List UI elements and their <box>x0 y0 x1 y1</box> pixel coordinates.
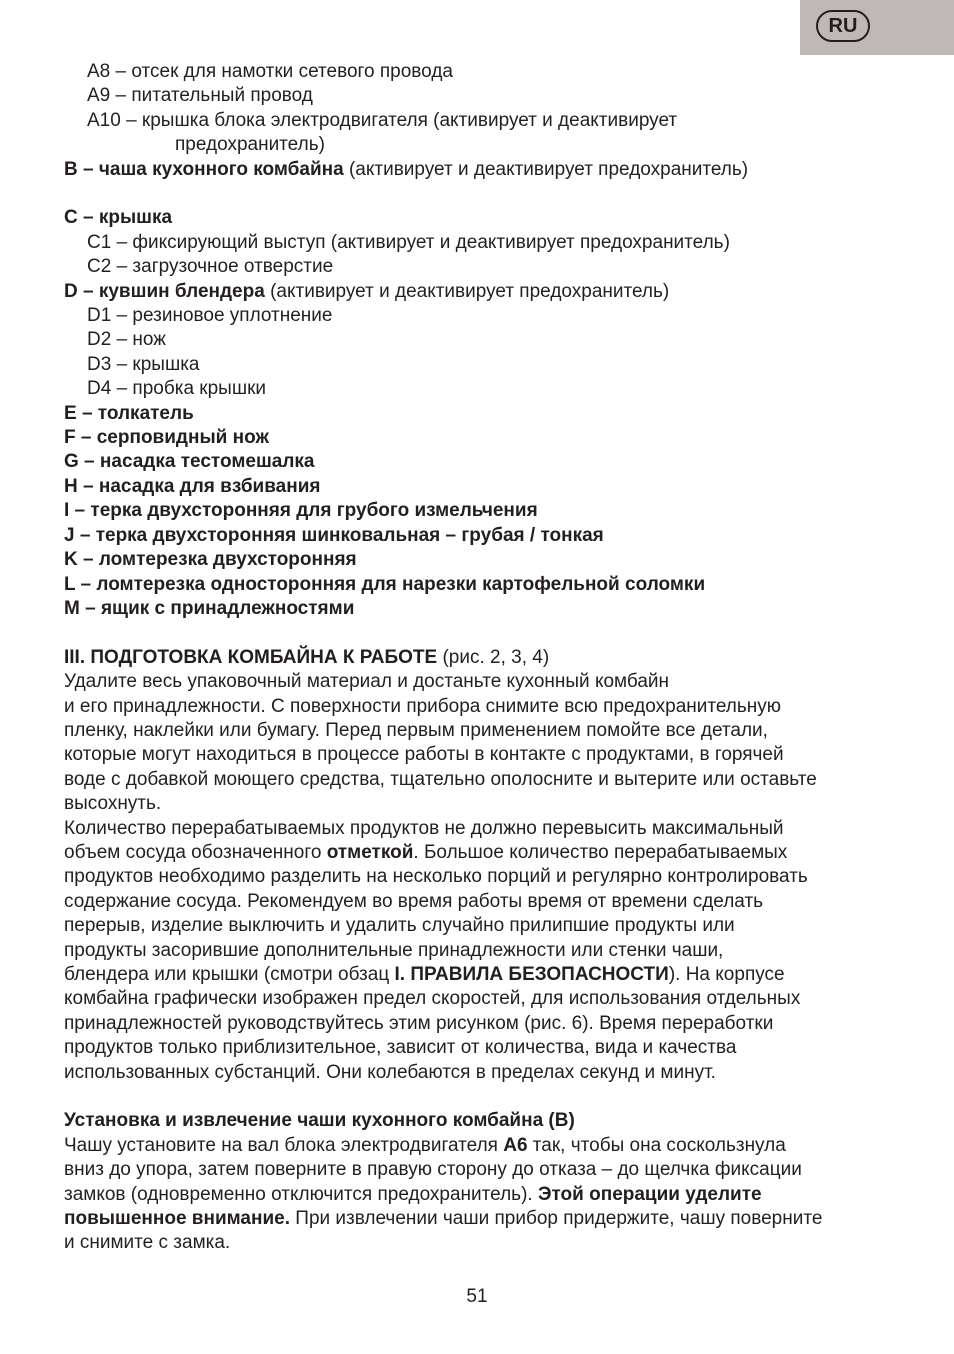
part-b <box>64 158 894 182</box>
text-run: объем сосуда обозначенного <box>64 841 327 863</box>
paragraph-line: Удалите весь упаковочный материал и достаньте кухонный комбайн <box>64 671 670 693</box>
part-f: F – серповидный нож <box>64 427 269 449</box>
paragraph-line: продуктов необходимо разделить на несколько порций и регулярно контролировать <box>64 866 808 888</box>
paragraph-line <box>64 963 894 987</box>
paragraph-line: высохнуть. <box>64 793 162 815</box>
page-number: 51 <box>466 1286 488 1307</box>
part-c2: C2 – загрузочное отверстие <box>87 256 334 278</box>
part-d2: D2 – нож <box>87 329 166 351</box>
part-d-desc: (активирует и деактивирует предохранитель) <box>264 280 670 302</box>
paragraph-line: воде с добавкой моющего средства, тщательно ополосните и вытерите или оставьте <box>64 768 817 790</box>
part-c: C – крышка <box>64 207 173 229</box>
part-m: M – ящик с принадлежностями <box>64 597 355 619</box>
part-d-label: D – кувшин блендера <box>64 280 265 302</box>
paragraph-line: Количество перерабатываемых продуктов не должно перевысить максимальный <box>64 817 784 839</box>
text-run-bold: A6 <box>503 1134 528 1156</box>
paragraph-line: использованных субстанций. Они колебаются в пределах секунд и минут. <box>64 1061 716 1083</box>
part-a10-cont: предохранитель) <box>175 134 325 156</box>
paragraph-line: вниз до упора, затем поверните в правую сторону до отказа – до щелчка фиксации <box>64 1159 802 1181</box>
page-content <box>64 60 894 1256</box>
text-run: так, чтобы она соскользнула <box>527 1134 786 1156</box>
part-g: G – насадка тестомешалка <box>64 451 315 473</box>
paragraph-line: содержание сосуда. Рекомендуем во время работы время от времени сделать <box>64 890 764 912</box>
text-run-bold: Этой операции уделите <box>537 1183 762 1205</box>
text-run-bold: I. ПРАВИЛА БЕЗОПАСНОСТИ <box>394 964 669 985</box>
paragraph-line: продукты засорившие дополнительные принадлежности или стенки чаши, <box>64 939 724 961</box>
part-d3: D3 – крышка <box>87 353 200 375</box>
subsection-heading: Установка и извлечение чаши кухонного комбайна (B) <box>64 1110 575 1132</box>
text-run-bold: отметкой <box>326 841 414 863</box>
paragraph-line: комбайна графически изображен предел скоростей, для использования отдельных <box>64 988 801 1010</box>
section-heading-ref: (рис. 2, 3, 4) <box>437 646 550 668</box>
section-heading-title: III. ПОДГОТОВКА КОМБАЙНА К РАБОТЕ <box>64 646 438 668</box>
part-b-desc: (активирует и деактивирует предохранитель) <box>343 158 749 180</box>
part-a8: A8 – отсек для намотки сетевого провода <box>87 61 453 82</box>
part-j: J – терка двухсторонняя шинковальная – грубая / тонкая <box>64 524 604 546</box>
part-l: L – ломтерезка односторонняя для нарезки картофельной соломки <box>64 573 706 595</box>
text-run-bold: повышенное внимание. <box>64 1208 291 1230</box>
paragraph-line: и его принадлежности. С поверхности прибора снимите всю предохранительную <box>64 695 782 717</box>
paragraph-line: принадлежностей руководствуйтесь этим рисунком (рис. 6). Время переработки <box>64 1012 774 1034</box>
language-badge: RU <box>816 10 870 42</box>
part-d <box>64 280 894 304</box>
text-run: замков (одновременно отключится предохранитель). <box>64 1183 538 1205</box>
part-b-label: B – чаша кухонного комбайна <box>64 158 344 180</box>
part-e: E – толкатель <box>64 402 194 424</box>
text-run: Чашу установите на вал блока электродвигателя <box>64 1134 504 1156</box>
part-k: K – ломтерезка двухсторонняя <box>64 549 357 571</box>
paragraph-line: и снимите с замка. <box>64 1232 231 1254</box>
part-d1: D1 – резиновое уплотнение <box>87 305 333 327</box>
text-run: При извлечении чаши прибор придержите, чашу поверните <box>290 1208 823 1230</box>
paragraph-line: перерыв, изделие выключить и удалить случайно прилипшие продукты или <box>64 915 735 937</box>
paragraph-line <box>64 1207 894 1231</box>
text-run: блендера или крышки (смотри обзац <box>64 964 395 985</box>
paragraph-line <box>64 841 894 865</box>
text-run: . Большое количество перерабатываемых <box>413 841 788 863</box>
part-c1: C1 – фиксирующий выступ (активирует и деактивирует предохранитель) <box>87 231 730 253</box>
part-i: I – терка двухсторонняя для грубого измельчения <box>64 500 538 522</box>
paragraph-line <box>64 1134 894 1158</box>
text-run: ). На корпусе <box>668 964 785 985</box>
part-h: H – насадка для взбивания <box>64 475 321 497</box>
language-tab <box>800 0 954 55</box>
part-a9: A9 – питательный провод <box>87 85 313 107</box>
paragraph-line: продуктов только приблизительное, зависит от количества, вида и качества <box>64 1037 737 1059</box>
paragraph-line: пленку, наклейки или бумагу. Перед первым применением помойте все детали, <box>64 719 768 741</box>
paragraph-line: которые могут находиться в процессе работы в контакте с продуктами, в горячей <box>64 744 784 766</box>
part-a10: A10 – крышка блока электродвигателя (активирует и деактивирует <box>87 109 678 131</box>
part-d4: D4 – пробка крышки <box>87 378 266 400</box>
section-heading <box>64 646 894 670</box>
paragraph-line <box>64 1183 894 1207</box>
